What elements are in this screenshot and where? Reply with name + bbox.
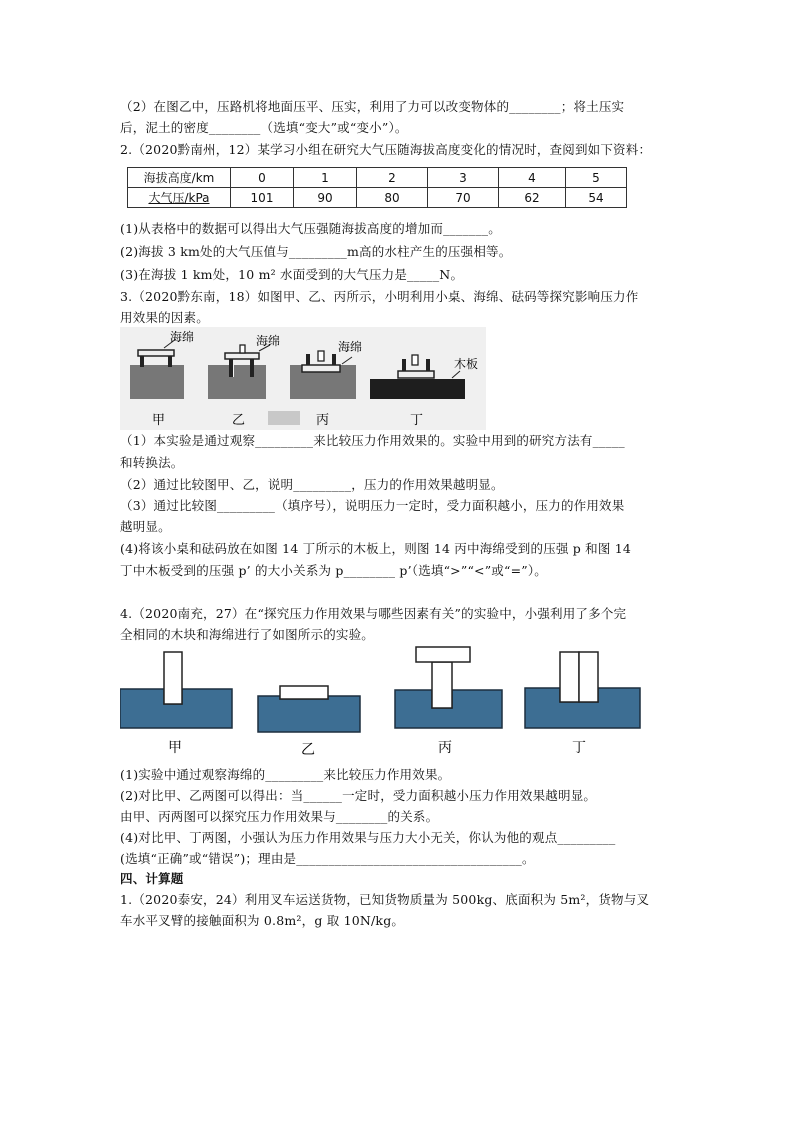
question-heading: 4.（2020南充，27）在“探究压力作用效果与哪些因素有关”的实验中，小强利用了多个完 (120, 606, 627, 621)
table-cell: 2 (357, 168, 428, 188)
question-heading: 1.（2020泰安，24）利用叉车运送货物，已知货物质量为 500kg、底面积为 5m²，货物与叉 (120, 892, 650, 907)
text-line: （2）在图乙中，压路机将地面压平、压实，利用了力可以改变物体的________；将土压实 (120, 99, 625, 114)
table-header-cell: 海拔高度/km (128, 168, 231, 188)
text-line: (1)从表格中的数据可以得出大气压强随海拔高度的增加而_______。 (120, 221, 501, 236)
table-cell: 70 (428, 188, 499, 208)
altitude-pressure-table (127, 167, 627, 208)
text-line: 后，泥土的密度________（选填“变大”或“变小”）。 (120, 120, 408, 135)
table-row (128, 188, 627, 208)
section-heading: 四、计算题 (120, 871, 184, 886)
figure-label: 乙 (232, 413, 246, 428)
table-sponge-figure (120, 327, 486, 430)
text-line: 车水平叉臂的接触面积为 0.8m²，g 取 10N/kg。 (120, 913, 405, 928)
text-line: 用效果的因素。 (120, 310, 209, 325)
figure-label: 丙 (316, 413, 330, 428)
text-line: (4)将该小桌和砝码放在如图 14 丁所示的木板上，则图 14 丙中海绵受到的压强 p 和图 14 (120, 541, 632, 556)
diagram-ding (525, 652, 640, 728)
table-header-cell: 大气压/kPa (128, 188, 231, 208)
callout-board: 木板 (454, 357, 479, 371)
callout-sponge: 海绵 (170, 330, 195, 344)
table-cell: 90 (294, 188, 357, 208)
table-row (128, 168, 627, 188)
figure-label: 甲 (152, 413, 166, 428)
table-cell: 80 (357, 188, 428, 208)
text-line: (选填“正确”或“错误”)；理由是___________________________________。 (120, 851, 535, 866)
figure-label: 丙 (438, 740, 452, 756)
figure-label: 乙 (301, 742, 315, 758)
text-line: (2)对比甲、乙两图可以得出：当______一定时，受力面积越小压力作用效果越明显。 (120, 788, 597, 803)
block-sponge-figure (120, 644, 675, 759)
table-cell: 5 (566, 168, 627, 188)
text-line: 和转换法。 (120, 455, 184, 470)
text-line: 由甲、丙两图可以探究压力作用效果与________的关系。 (120, 809, 439, 824)
text-line: 全相同的木块和海绵进行了如图所示的实验。 (120, 627, 375, 642)
table-cell: 0 (231, 168, 294, 188)
question-heading: 3.（2020黔东南，18）如图甲、乙、丙所示，小明利用小桌、海绵、砝码等探究影响压力作 (120, 289, 639, 304)
text-line: （1）本实验是通过观察_________来比较压力作用效果的。实验中用到的研究方法有_____ (120, 433, 625, 448)
callout-sponge: 海绵 (338, 340, 363, 354)
text-line: （3）通过比较图_________（填序号），说明压力一定时，受力面积越小，压力的作用效果 (120, 498, 625, 513)
table-cell: 4 (499, 168, 566, 188)
diagram-bing (395, 647, 502, 728)
text-line: (3)在海拔 1 km处，10 m² 水面受到的大气压力是_____N。 (120, 267, 464, 282)
text-line: 越明显。 (120, 519, 171, 534)
text-line: (2)海拔 3 km处的大气压值与_________m高的水柱产生的压强相等。 (120, 244, 512, 259)
table-cell: 101 (231, 188, 294, 208)
text-line: (4)对比甲、丁两图，小强认为压力作用效果与压力大小无关，你认为他的观点_________ (120, 830, 616, 845)
figure-label: 丁 (410, 413, 424, 428)
figure-label: 丁 (572, 740, 586, 756)
diagram-yi (258, 686, 360, 732)
table-cell: 3 (428, 168, 499, 188)
table-cell: 1 (294, 168, 357, 188)
text-line: （2）通过比较图甲、乙，说明_________，压力的作用效果越明显。 (120, 477, 504, 492)
table-cell: 54 (566, 188, 627, 208)
text-line: 丁中木板受到的压强 p’ 的大小关系为 p________ p’（选填“>”“<”或“=”）。 (120, 563, 548, 578)
blurred-patch (268, 411, 300, 425)
figure-label: 甲 (168, 740, 182, 756)
diagram-jia (120, 652, 232, 728)
table-cell: 62 (499, 188, 566, 208)
callout-sponge: 海绵 (256, 334, 281, 348)
text-line: (1)实验中通过观察海绵的_________来比较压力作用效果。 (120, 767, 451, 782)
question-heading: 2.（2020黔南州，12）某学习小组在研究大气压随海拔高度变化的情况时，查阅到如下资料： (120, 142, 652, 157)
